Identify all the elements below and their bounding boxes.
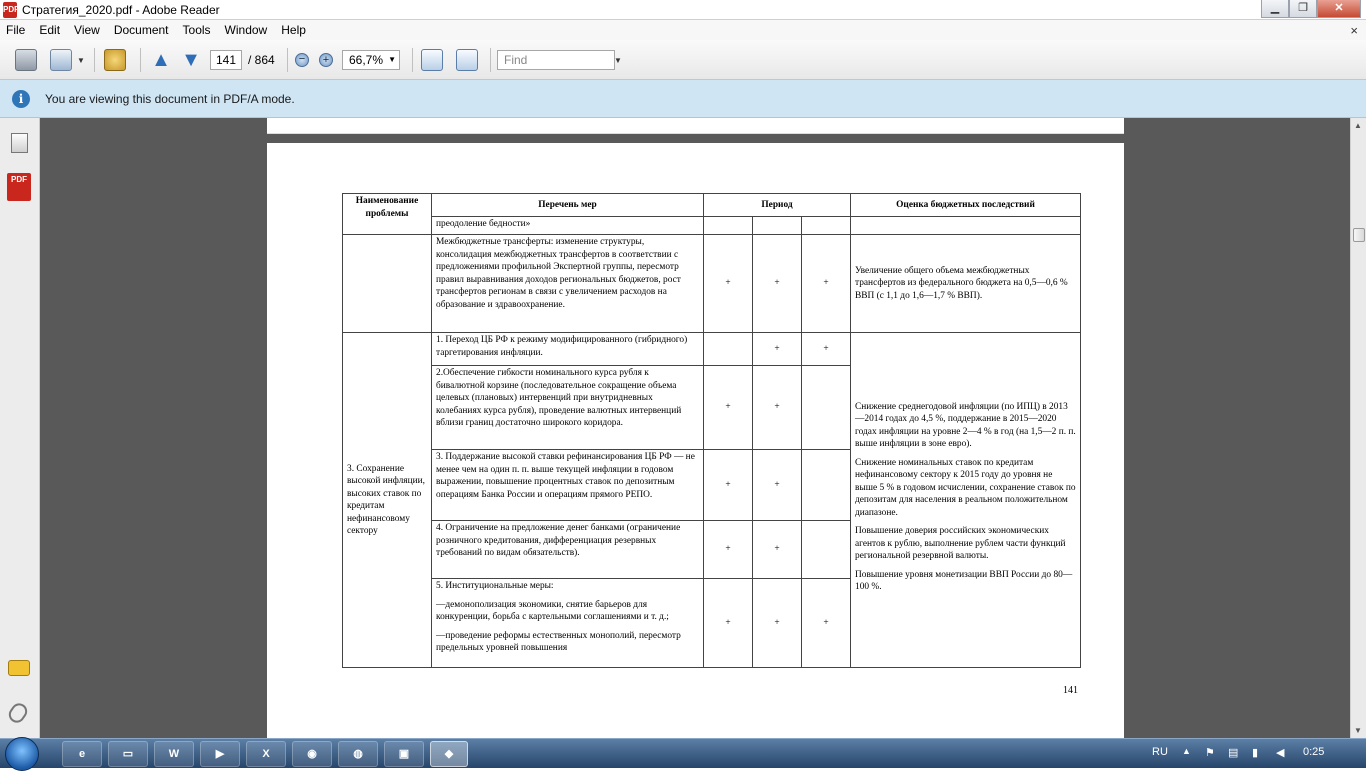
period-cell: + bbox=[802, 235, 851, 333]
close-document-icon[interactable]: × bbox=[1350, 23, 1358, 38]
measure-cell: преодоление бедности» bbox=[432, 217, 704, 235]
menu-file[interactable]: File bbox=[6, 23, 26, 37]
minimize-button[interactable]: ▁ bbox=[1261, 0, 1289, 18]
assessment-paragraph: Снижение номинальных ставок по кредитам нефинансовому сектору к 2015 году до уровня не выше 5 % в годовом исчислении, сохранение ставок по депозитам для населения в реальном положительном диапазоне. bbox=[855, 457, 1076, 518]
menu-view[interactable]: View bbox=[74, 23, 100, 37]
header-problem: Наименование проблемы bbox=[343, 194, 432, 235]
menu-tools[interactable]: Tools bbox=[182, 23, 211, 37]
taskbar-adobe-reader-icon[interactable]: ◆ bbox=[430, 741, 468, 767]
share-icon[interactable] bbox=[104, 49, 126, 71]
pdfa-message: You are viewing this document in PDF/A mode. bbox=[45, 92, 295, 106]
measure-line: 5. Институциональные меры: bbox=[436, 581, 554, 591]
table-row bbox=[343, 235, 1081, 333]
next-page-icon[interactable]: ▼ bbox=[181, 49, 201, 71]
period-cell bbox=[802, 366, 851, 450]
language-indicator[interactable]: RU bbox=[1152, 746, 1168, 758]
assessment-cell bbox=[851, 333, 1081, 668]
vertical-scrollbar[interactable] bbox=[1350, 118, 1366, 738]
fit-width-icon[interactable] bbox=[421, 49, 443, 71]
scrollbar-thumb[interactable] bbox=[1353, 228, 1365, 242]
pdfa-info-bar bbox=[0, 80, 1366, 118]
measure-cell bbox=[432, 579, 704, 668]
period-cell bbox=[802, 217, 851, 235]
page-number-input[interactable]: 141 bbox=[210, 50, 242, 70]
period-cell bbox=[753, 217, 802, 235]
period-cell: + bbox=[704, 235, 753, 333]
page-total: / 864 bbox=[248, 53, 275, 67]
problem-cell: 3. Сохранение высокой инфляции, высоких ставок по кредитам нефинансовому сектору bbox=[343, 333, 432, 668]
navigation-panel bbox=[0, 118, 40, 738]
menu-help[interactable]: Help bbox=[281, 23, 306, 37]
header-period: Период bbox=[704, 194, 851, 217]
find-dropdown-icon[interactable]: ▼ bbox=[614, 56, 622, 65]
period-cell: + bbox=[753, 450, 802, 521]
zoom-level-select[interactable] bbox=[342, 50, 400, 70]
toolbar bbox=[0, 40, 1366, 80]
zoom-in-icon[interactable]: + bbox=[319, 53, 333, 67]
period-cell: + bbox=[704, 579, 753, 668]
measure-cell: 3. Поддержание высокой ставки рефинансирования ЦБ РФ — не менее чем на один п. п. выше текущей инфляции в годовом выражении, повышение процентных ставок по депозитным операциям Банка России и операциям прямого РЕПО. bbox=[432, 450, 704, 521]
window-title: Стратегия_2020.pdf - Adobe Reader bbox=[22, 3, 220, 17]
period-cell bbox=[802, 521, 851, 579]
measure-cell: 4. Ограничение на предложение денег банками (ограничение розничного кредитования, дифференциация резервных требований по видам обязательств). bbox=[432, 521, 704, 579]
print-icon[interactable] bbox=[15, 49, 37, 71]
taskbar bbox=[0, 738, 1366, 768]
measures-table bbox=[342, 193, 1081, 668]
title-bar bbox=[0, 0, 1366, 20]
comments-icon[interactable] bbox=[8, 660, 30, 676]
period-cell: + bbox=[704, 450, 753, 521]
zoom-level-value: 66,7% bbox=[349, 53, 384, 67]
collaborate-icon[interactable] bbox=[50, 49, 72, 71]
menu-document[interactable]: Document bbox=[113, 23, 169, 37]
period-cell: + bbox=[704, 521, 753, 579]
problem-cell bbox=[343, 235, 432, 333]
fit-page-icon[interactable] bbox=[456, 49, 478, 71]
taskbar-word-icon[interactable]: W bbox=[154, 741, 194, 767]
attachments-icon[interactable] bbox=[6, 700, 31, 726]
period-cell: + bbox=[753, 366, 802, 450]
measure-cell: 2.Обеспечение гибкости номинального курса рубля к бивалютной корзине (последовательное сокращение объема целевых (плановых) интервенций при внутридневных колебаниях курса рубля), проведение валютных интервенций вблизи границ достаточно широкого коридора. bbox=[432, 366, 704, 450]
period-cell bbox=[704, 217, 753, 235]
period-cell: + bbox=[802, 579, 851, 668]
document-properties-icon[interactable]: PDF bbox=[7, 173, 31, 201]
toolbar-separator bbox=[287, 48, 288, 72]
period-cell: + bbox=[753, 579, 802, 668]
taskbar-app-icon[interactable]: ▣ bbox=[384, 741, 424, 767]
period-cell: + bbox=[753, 235, 802, 333]
header-measures: Перечень мер bbox=[432, 194, 704, 217]
tray-expand-icon[interactable]: ▲ bbox=[1182, 746, 1191, 756]
previous-page bbox=[267, 118, 1124, 134]
start-button[interactable] bbox=[5, 737, 39, 771]
table-row bbox=[343, 333, 1081, 366]
period-cell bbox=[704, 333, 753, 366]
toolbar-separator bbox=[490, 48, 491, 72]
scroll-down-icon[interactable]: ▼ bbox=[1354, 726, 1362, 735]
collaborate-dropdown-icon[interactable]: ▼ bbox=[77, 56, 85, 65]
taskbar-media-player-icon[interactable]: ▶ bbox=[200, 741, 240, 767]
find-input[interactable]: Find bbox=[497, 50, 615, 70]
taskbar-firefox-icon[interactable]: ◍ bbox=[338, 741, 378, 767]
period-cell: + bbox=[753, 521, 802, 579]
adobe-reader-icon: PDF bbox=[3, 2, 17, 18]
pages-panel-icon[interactable] bbox=[11, 133, 28, 153]
header-assessment: Оценка бюджетных последствий bbox=[851, 194, 1081, 217]
table-header-row bbox=[343, 194, 1081, 217]
menu-window[interactable]: Window bbox=[224, 23, 268, 37]
measure-cell: Межбюджетные трансферты: изменение структуры, консолидация межбюджетных трансфертов в соответствии с предложениями профильной Экспертной группы, пересмотр правил выравнивания доходов региональных бюджетов, рост трансфертов регионам в связи с увеличением расходов на образование и здравоохранение. bbox=[432, 235, 704, 333]
period-cell: + bbox=[704, 366, 753, 450]
toolbar-separator bbox=[412, 48, 413, 72]
period-cell: + bbox=[802, 333, 851, 366]
measure-line: —проведение реформы естественных монополий, пересмотр предельных уровней повышения bbox=[436, 630, 681, 653]
assessment-cell bbox=[851, 217, 1081, 235]
action-center-icon[interactable]: ⚑ bbox=[1205, 747, 1215, 759]
menu-bar bbox=[0, 20, 1366, 40]
document-page bbox=[267, 143, 1124, 738]
zoom-out-icon[interactable]: − bbox=[295, 53, 309, 67]
page-number-label: 141 bbox=[1063, 685, 1078, 696]
assessment-paragraph: Повышение доверия российских экономических агентов к рублю, выполнение рублем части функций региональной резервной валюты. bbox=[855, 526, 1066, 561]
scroll-up-icon[interactable]: ▲ bbox=[1354, 121, 1362, 130]
measure-cell: 1. Переход ЦБ РФ к режиму модифицированного (гибридного) таргетирования инфляции. bbox=[432, 333, 704, 366]
assessment-paragraph: Повышение уровня монетизации ВВП России до 80—100 %. bbox=[855, 569, 1073, 592]
period-cell: + bbox=[753, 333, 802, 366]
signal-icon[interactable]: ▮ bbox=[1252, 747, 1259, 759]
previous-page-icon[interactable]: ▲ bbox=[151, 49, 171, 71]
assessment-cell: Увеличение общего объема межбюджетных трансфертов из федерального бюджета на 0,5—0,6 % ВВП (с 1,1 до 1,6—1,7 % ВВП). bbox=[851, 235, 1081, 333]
info-icon: i bbox=[12, 90, 30, 108]
document-viewport[interactable] bbox=[40, 118, 1350, 738]
measure-line: —демонополизация экономики, снятие барьеров для конкуренции, борьба с картельными соглашениями и т. д.; bbox=[436, 599, 669, 622]
toolbar-separator bbox=[94, 48, 95, 72]
clock[interactable]: 0:25 bbox=[1303, 746, 1325, 758]
period-cell bbox=[802, 450, 851, 521]
taskbar-ie-icon[interactable]: e bbox=[62, 741, 102, 767]
taskbar-chrome-icon[interactable]: ◉ bbox=[292, 741, 332, 767]
close-button[interactable]: ✕ bbox=[1317, 0, 1361, 18]
taskbar-explorer-icon[interactable]: ▭ bbox=[108, 741, 148, 767]
assessment-paragraph: Снижение среднегодовой инфляции (по ИПЦ) в 2013—2014 годах до 4,5 %, поддержание в 2015—2020 годах инфляции на уровне 2—4 % в год (на 1,5—2 п. п. выше инфляции в зоне евро). bbox=[855, 401, 1076, 449]
zoom-dropdown-icon[interactable]: ▼ bbox=[388, 55, 396, 64]
menu-edit[interactable]: Edit bbox=[39, 23, 61, 37]
network-icon[interactable]: ▤ bbox=[1228, 747, 1239, 759]
table-row bbox=[343, 217, 1081, 235]
taskbar-excel-icon[interactable]: X bbox=[246, 741, 286, 767]
volume-icon[interactable]: ◀ bbox=[1276, 747, 1285, 759]
toolbar-separator bbox=[140, 48, 141, 72]
maximize-button[interactable]: ❐ bbox=[1289, 0, 1317, 18]
